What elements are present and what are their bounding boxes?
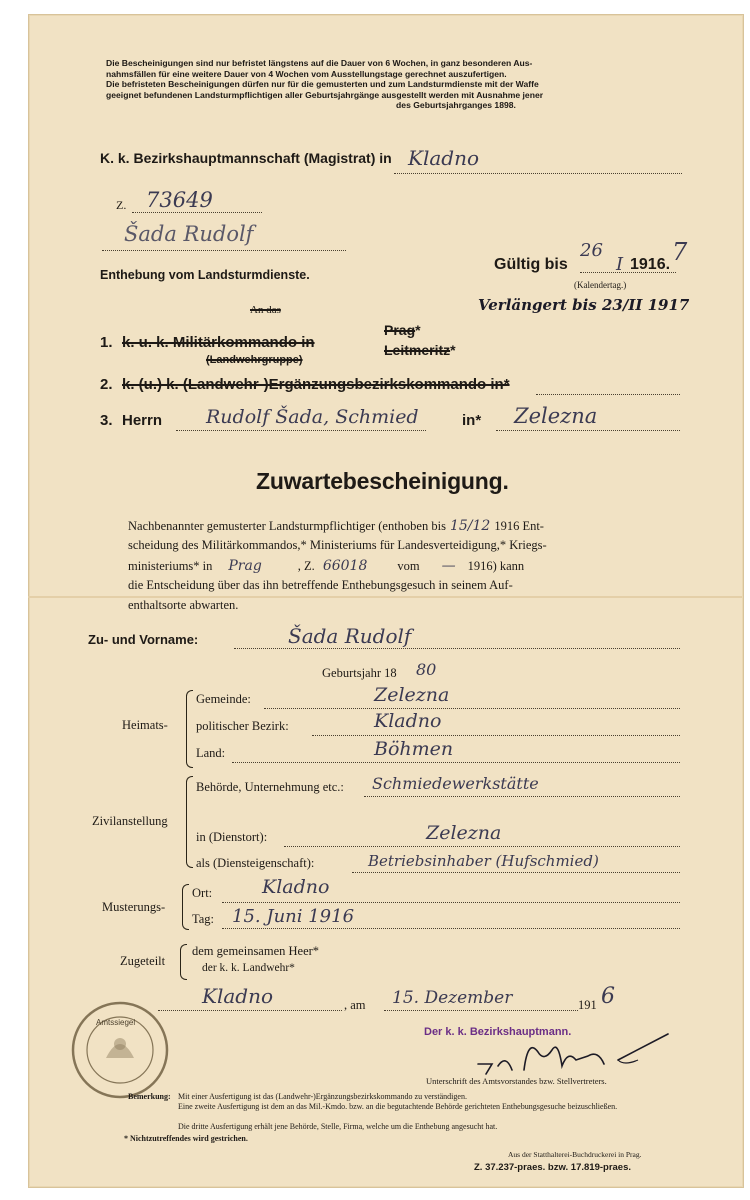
- ministry-place: Prag: [228, 558, 262, 574]
- calendar-note: (Kalendertag.): [574, 280, 627, 290]
- ort-value: Kladno: [262, 876, 330, 898]
- land-value: Böhmen: [374, 738, 454, 760]
- recipient-name: Rudolf Šada, Schmied: [206, 406, 419, 428]
- heimat-label: Heimats-: [122, 718, 168, 732]
- heer-option: dem gemeinsamen Heer*: [192, 944, 320, 958]
- remark-2: Eine zweite Ausfertigung ist dem an das Mil.-Kmdo. bzw. an die begutachtende Behörde gerichteten Enthebungsgesuche beizuschließen.: [178, 1102, 618, 1111]
- signature-caption: Unterschrift des Amtsvorstandes bzw. Stellvertreters.: [426, 1076, 607, 1086]
- body-line-3: ministeriums* in Prag , Z. 66018 vom — 1916) kann: [128, 558, 525, 574]
- body-line-1: Nachbenannter gemusterter Landsturmpflichtiger (enthoben bis 15/12 1916 Ent-: [128, 518, 544, 534]
- gemeinde-label: Gemeinde:: [196, 692, 251, 706]
- name-line: Šada Rudolf: [124, 222, 254, 246]
- address-line3-num: 3.: [100, 412, 113, 429]
- land-label: Land:: [196, 746, 226, 760]
- name-label: Zu- und Vorname:: [88, 632, 199, 647]
- signature: [468, 1030, 678, 1080]
- address-line1-sub: (Landwehrgruppe): [206, 354, 303, 366]
- recipient-place: Zelezna: [514, 404, 598, 428]
- body-line-2: scheidung des Militärkommandos,* Ministeriums für Landesverteidigung,* Kriegs-: [128, 538, 547, 552]
- address-line1-text: k. u. k. Militärkommando in: [122, 334, 315, 351]
- valid-month: I: [616, 254, 624, 275]
- document-title: Zuwartebescheinigung.: [256, 468, 509, 494]
- remark-3: Die dritte Ausfertigung erhält jene Behörde, Stelle, Firma, welche um die Enthebung angesucht hat.: [178, 1122, 498, 1131]
- address-line1-num: 1.: [100, 334, 113, 351]
- tag-value: 15. Juni 1916: [232, 906, 355, 927]
- address-city-prag: Prag*: [384, 322, 421, 338]
- tag-label: Tag:: [192, 912, 215, 926]
- authority-value: Kladno: [408, 146, 479, 170]
- issue-am: , am: [344, 998, 366, 1012]
- address-line2-num: 2.: [100, 376, 113, 393]
- body-line-5: enthaltsorte abwarten.: [128, 598, 239, 612]
- strike-note: * Nichtzutreffendes wird gestrichen.: [124, 1134, 248, 1143]
- issue-place: Kladno: [202, 984, 273, 1008]
- remark-1: Mit einer Ausfertigung ist das (Landwehr-)Ergänzungsbezirkskommando zu verständigen.: [178, 1092, 467, 1101]
- birth-value: 80: [416, 660, 437, 679]
- issue-year-hand: 6: [601, 984, 615, 1009]
- name-value: Šada Rudolf: [288, 624, 412, 648]
- gemeinde-value: Zelezna: [374, 684, 450, 706]
- dienstort-label: in (Dienstort):: [196, 830, 268, 844]
- seal-label: Amtssiegel: [96, 1018, 136, 1027]
- address-city-leitmeritz: Leitmeritz*: [384, 342, 456, 358]
- ministry-number: 66018: [322, 558, 368, 574]
- address-line3-label: Herrn: [122, 412, 163, 429]
- issue-date: 15. Dezember: [392, 988, 513, 1008]
- validity-extension: Verlängert bis 23/II 1917: [478, 296, 690, 314]
- valid-year-correction: 7: [672, 238, 688, 266]
- notice-line: des Geburtsjahrganges 1898.: [396, 100, 516, 110]
- birth-label: Geburtsjahr 18: [322, 666, 397, 680]
- dienst-label: als (Diensteigenschaft):: [196, 856, 315, 870]
- dienst-value: Betriebsinhaber (Hufschmied): [368, 852, 599, 870]
- authority-stamp: Der k. k. Bezirkshauptmann.: [424, 1026, 572, 1038]
- landwehr-option: der k. k. Landwehr*: [202, 962, 295, 974]
- zivil-label: Zivilanstellung: [92, 814, 168, 828]
- address-an: An das: [250, 304, 281, 316]
- authority-label: K. k. Bezirkshauptmannschaft (Magistrat) in: [100, 150, 392, 166]
- printer: Aus der Statthalterei-Buchdruckerei in Prag.: [508, 1150, 642, 1159]
- subject: Enthebung vom Landsturmdienste.: [100, 268, 310, 282]
- bezirk-label: politischer Bezirk:: [196, 719, 289, 733]
- dienstort-value: Zelezna: [426, 822, 502, 844]
- ministry-date: —: [441, 558, 456, 574]
- notice-line: Die befristeten Bescheinigungen dürfen nur für die gemusterten und zum Landsturmdienste mit der Waffe: [106, 79, 539, 89]
- behoerde-value: Schmiedewerkstätte: [372, 774, 539, 793]
- valid-day: 26: [580, 240, 603, 261]
- official-seal: [70, 1000, 170, 1100]
- behoerde-label: Behörde, Unternehmung etc.:: [196, 780, 344, 794]
- issue-year: 191: [578, 998, 597, 1012]
- muster-label: Musterungs-: [102, 900, 166, 914]
- address-line2-text: k. (u.) k. (Landwehr-)Ergänzungsbezirkskommando in*: [122, 376, 510, 393]
- notice-block: [106, 58, 686, 111]
- body-line-4: die Entscheidung über das ihn betreffende Enthebungsgesuch in seinem Auf-: [128, 578, 513, 592]
- valid-label: Gültig bis: [494, 256, 568, 273]
- valid-year: 1916.: [630, 256, 671, 273]
- notice-line: Die Bescheinigungen sind nur befristet längstens auf die Dauer von 6 Wochen, in ganz besonderen Aus-: [106, 58, 533, 68]
- remark-label: Bemerkung:: [128, 1092, 171, 1101]
- form-number: Z. 37.237-praes. bzw. 17.819-praes.: [474, 1162, 632, 1173]
- zugeteilt-label: Zugeteilt: [120, 954, 166, 968]
- exempt-until: 15/12: [449, 518, 491, 534]
- ref-prefix: Z.: [116, 198, 127, 212]
- address-line3-in: in*: [462, 412, 482, 429]
- ref-number: 73649: [146, 188, 213, 212]
- ort-label: Ort:: [192, 886, 213, 900]
- notice-line: nahmsfällen für eine weitere Dauer von 4 Wochen vom Ausstellungstage gerechnet auszufertigen.: [106, 68, 507, 79]
- bezirk-value: Kladno: [374, 710, 442, 732]
- notice-line: geeignet befundenen Landsturmpflichtigen aller Geburtsjahrgänge ausgestellt werden mit Ausnahme jener: [106, 89, 544, 100]
